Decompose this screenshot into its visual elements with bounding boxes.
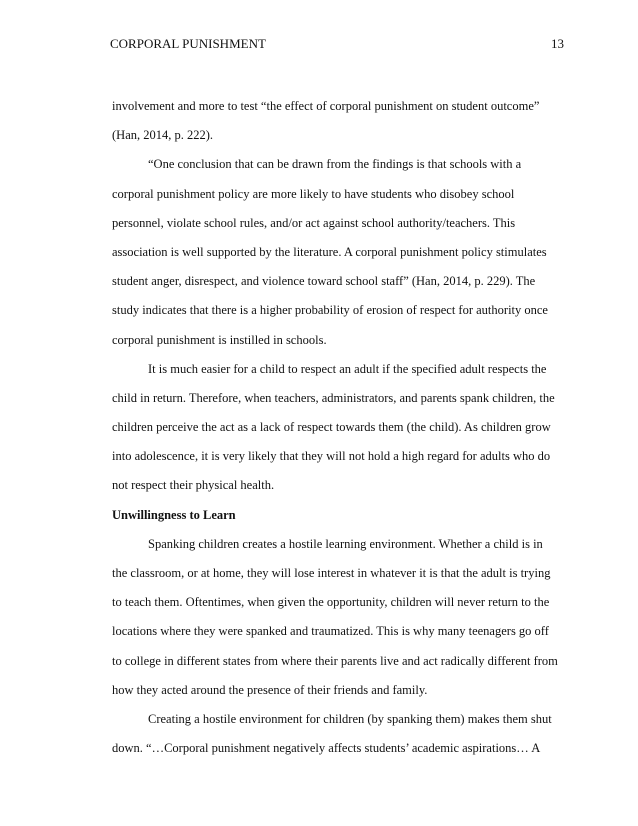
page-header	[110, 36, 564, 52]
text-line: study indicates that there is a higher probability of erosion of respect for authority once	[112, 303, 548, 318]
text-line: the classroom, or at home, they will lose interest in whatever it is that the adult is trying	[112, 566, 551, 580]
text-line: not respect their physical health.	[112, 478, 275, 493]
text-line: locations where they were spanked and traumatized. This is why many teenagers go off	[112, 624, 549, 639]
text-line: corporal punishment policy are more likely to have students who disobey school	[112, 186, 515, 201]
text-line: to college in different states from where their parents live and act radically different from	[112, 653, 558, 668]
text-line: child in return. Therefore, when teachers, administrators, and parents spank children, the	[112, 390, 555, 405]
text-line: association is well supported by the literature. A corporal punishment policy stimulates	[112, 244, 547, 259]
page-number: 13	[551, 36, 564, 51]
text-line: It is much easier for a child to respect an adult if the specified adult respects the	[148, 361, 547, 376]
section-heading: Unwillingness to Learn	[112, 507, 236, 522]
running-head: CORPORAL PUNISHMENT	[110, 36, 266, 51]
text-line: personnel, violate school rules, and/or act against school authority/teachers. This	[112, 215, 516, 230]
text-line: down. “…Corporal punishment negatively affects students’ academic aspirations… A	[112, 741, 541, 756]
text-line: involvement and more to test “the effect of corporal punishment on student outcome”	[112, 99, 540, 113]
text-line: (Han, 2014, p. 222).	[112, 128, 214, 143]
text-line: Spanking children creates a hostile learning environment. Whether a child is in	[148, 536, 543, 551]
text-line: corporal punishment is instilled in schools.	[112, 332, 327, 347]
text-line: into adolescence, it is very likely that they will not hold a high regard for adults who do	[112, 449, 551, 464]
body-text	[112, 92, 558, 763]
text-line: to teach them. Oftentimes, when given the opportunity, children will never return to the	[112, 595, 550, 610]
text-line: children perceive the act as a lack of respect towards them (the child). As children grow	[112, 420, 551, 435]
text-line: how they acted around the presence of their friends and family.	[112, 682, 428, 697]
text-line: student anger, disrespect, and violence toward school staff” (Han, 2014, p. 229). The	[112, 274, 536, 289]
text-line: “One conclusion that can be drawn from the findings is that schools with a	[148, 157, 522, 172]
text-line: Creating a hostile environment for children (by spanking them) makes them shut	[148, 711, 552, 726]
